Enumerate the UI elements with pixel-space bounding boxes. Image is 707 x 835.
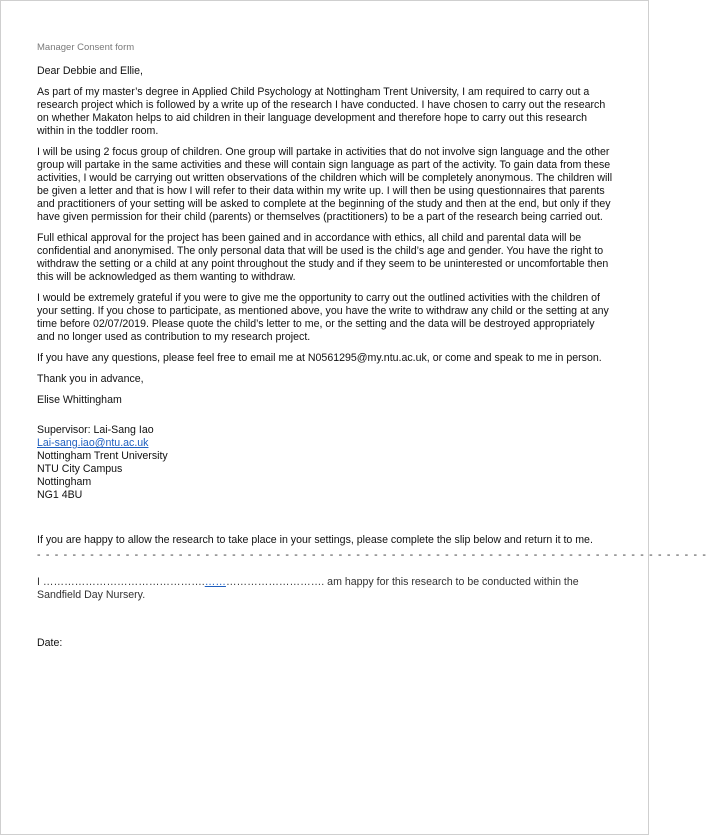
form-header-label: Manager Consent form [37,42,135,53]
paragraph-ethics: Full ethical approval for the project has been gained and in accordance with ethics, all child and parental data will be confidential and anonymised. The only personal data that will be used is the child’s age and gender. You have the right to withdraw the setting or a child at any point throughout the study and if they seem to be uninterested or uncomfortable then this will be acknowledged as them wanting to withdraw. [37,232,609,283]
supervisor-line: Supervisor: Lai-Sang Iao [37,424,154,436]
consent-dots: ………………………. [225,576,325,588]
greeting: Dear Debbie and Ellie, [37,65,143,77]
consent-dots-highlight: …… [204,576,226,588]
thanks-line: Thank you in advance, [37,373,144,385]
consent-text: am happy for this research to be conducted within the Sandfield Day Nursery. [37,576,579,601]
consent-prefix: I [37,576,43,588]
address-line: NG1 4BU [37,489,83,501]
document-content [37,41,707,658]
address-line: Nottingham Trent University [37,450,168,462]
date-label: Date: [37,637,63,649]
address-line: NTU City Campus [37,463,123,475]
paragraph-request: I would be extremely grateful if you were to give me the opportunity to carry out the outlined activities with the children of your setting. If you chose to participate, as mentioned above, you have the write to withdraw any child or the setting at any time before 02/07/2019. Please quote the child’s letter to me, or the setting and the data will be destroyed appropriately and no longer used as contribution to my research project. [37,292,609,343]
address-line: Nottingham [37,476,92,488]
signature-name: Elise Whittingham [37,394,122,406]
paragraph-intro: As part of my master’s degree in Applied Child Psychology at Nottingham Trent University, I am required to carry out a research project which is followed by a write up of the research I have conducted. I have chosen to carry out the research on whether Makaton helps to aid children in their language development and therefore hope to carry out this research within in the toddler room. [37,86,606,137]
supervisor-block [37,424,615,502]
paragraph-contact: If you have any questions, please feel free to email me at N0561295@my.ntu.ac.uk, or come and speak to me in person. [37,352,602,364]
slip-instruction: If you are happy to allow the research to take place in your settings, please complete the slip below and return it to me. [37,534,593,546]
consent-statement [37,576,615,602]
paragraph-method: I will be using 2 focus group of children. One group will partake in activities that do not involve sign language and the other group will partake in the same activities and these will contain sign language as part of the activity. To gain data from these activities, I would be carrying out written observations of the children which will be completely anonymous. The children will be given a letter and that is how I will refer to their data within my write up. I will then be using questionnaires that parents and practitioners of your setting will be asked to complete at the beginning of the study and then at the end, but only if they have given permission for their child (parents) or themselves (practitioners) to be a part of the research being carried out. [37,146,613,223]
consent-dots: ………………………………………. [42,576,205,588]
cut-line: - - - - - - - - - - - - - - - - - - - - - - - - - - - - - - - - - - - - - - - - - - - - - - - - - - - - - - - - - - - - - - - - - - - - - - - - - - - - [37,549,707,561]
supervisor-email-link[interactable]: Lai-sang.iao@ntu.ac.uk [37,437,149,449]
